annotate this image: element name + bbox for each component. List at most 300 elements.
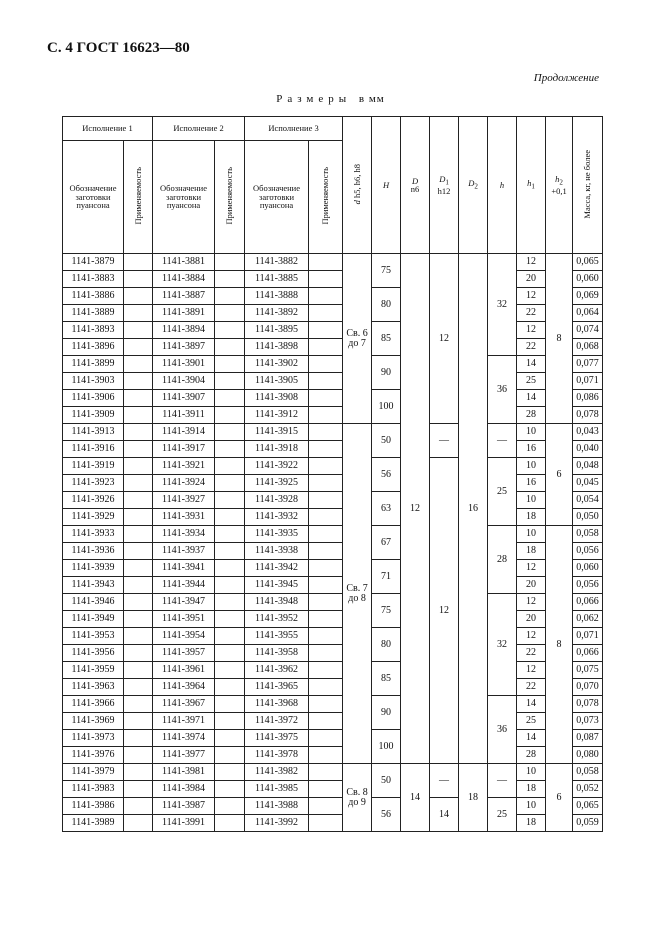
designation-cell-3: 1141-3965 bbox=[245, 679, 309, 696]
d-cell: Св. 8 до 9 bbox=[343, 764, 372, 832]
page-title: С. 4 ГОСТ 16623—80 bbox=[47, 40, 190, 56]
h1-cell: 22 bbox=[517, 305, 546, 322]
designation-cell-2: 1141-3934 bbox=[153, 526, 215, 543]
designation-cell-2: 1141-3951 bbox=[153, 611, 215, 628]
h1-cell: 28 bbox=[517, 747, 546, 764]
mass-cell: 0,064 bbox=[573, 305, 603, 322]
applicability-header-1: Применяемость bbox=[124, 141, 153, 254]
designation-cell-1: 1141-3959 bbox=[63, 662, 124, 679]
designation-cell-2: 1141-3941 bbox=[153, 560, 215, 577]
mass-cell: 0,080 bbox=[573, 747, 603, 764]
H-header: H bbox=[372, 117, 401, 254]
applicability-cell-2 bbox=[215, 764, 245, 781]
h-cell: 25 bbox=[488, 458, 517, 526]
designation-cell-2: 1141-3924 bbox=[153, 475, 215, 492]
mass-cell: 0,070 bbox=[573, 679, 603, 696]
h-cell: 36 bbox=[488, 356, 517, 424]
mass-cell: 0,066 bbox=[573, 594, 603, 611]
caption-unit: в мм bbox=[358, 93, 385, 105]
applicability-cell-1 bbox=[124, 662, 153, 679]
designation-cell-3: 1141-3928 bbox=[245, 492, 309, 509]
applicability-cell-2 bbox=[215, 441, 245, 458]
mass-cell: 0,065 bbox=[573, 254, 603, 271]
designation-cell-3: 1141-3975 bbox=[245, 730, 309, 747]
mass-cell: 0,069 bbox=[573, 288, 603, 305]
applicability-header-3: Применяемость bbox=[309, 141, 343, 254]
table-row bbox=[63, 730, 603, 747]
applicability-cell-2 bbox=[215, 458, 245, 475]
applicability-cell-2 bbox=[215, 373, 245, 390]
designation-cell-1: 1141-3956 bbox=[63, 645, 124, 662]
d-cell: Св. 7 до 8 bbox=[343, 424, 372, 764]
h2-header: $h_2$ +0,1 bbox=[546, 117, 573, 254]
H-cell: 80 bbox=[372, 288, 401, 322]
designation-cell-2: 1141-3891 bbox=[153, 305, 215, 322]
applicability-cell-1 bbox=[124, 288, 153, 305]
applicability-cell-3 bbox=[309, 322, 343, 339]
variant2-header: Исполнение 2 bbox=[153, 117, 245, 141]
table-row bbox=[63, 356, 603, 373]
applicability-cell-1 bbox=[124, 560, 153, 577]
applicability-cell-3 bbox=[309, 815, 343, 832]
table-caption bbox=[0, 93, 661, 105]
mass-cell: 0,074 bbox=[573, 322, 603, 339]
mass-cell: 0,068 bbox=[573, 339, 603, 356]
D2-cell: 18 bbox=[459, 764, 488, 832]
applicability-cell-3 bbox=[309, 645, 343, 662]
applicability-cell-1 bbox=[124, 628, 153, 645]
designation-cell-3: 1141-3888 bbox=[245, 288, 309, 305]
applicability-cell-3 bbox=[309, 594, 343, 611]
designation-cell-3: 1141-3962 bbox=[245, 662, 309, 679]
applicability-cell-3 bbox=[309, 526, 343, 543]
designation-cell-2: 1141-3981 bbox=[153, 764, 215, 781]
designation-cell-1: 1141-3889 bbox=[63, 305, 124, 322]
table-row bbox=[63, 288, 603, 305]
designation-cell-2: 1141-3964 bbox=[153, 679, 215, 696]
designation-cell-3: 1141-3918 bbox=[245, 441, 309, 458]
D-cell: 12 bbox=[401, 254, 430, 764]
designation-cell-3: 1141-3902 bbox=[245, 356, 309, 373]
applicability-cell-1 bbox=[124, 407, 153, 424]
applicability-cell-3 bbox=[309, 390, 343, 407]
h1-cell: 22 bbox=[517, 679, 546, 696]
designation-cell-1: 1141-3913 bbox=[63, 424, 124, 441]
h1-cell: 10 bbox=[517, 492, 546, 509]
applicability-cell-3 bbox=[309, 509, 343, 526]
table-row bbox=[63, 339, 603, 356]
table-row bbox=[63, 747, 603, 764]
applicability-cell-1 bbox=[124, 339, 153, 356]
designation-cell-2: 1141-3881 bbox=[153, 254, 215, 271]
designation-cell-3: 1141-3895 bbox=[245, 322, 309, 339]
h1-cell: 12 bbox=[517, 322, 546, 339]
designation-cell-2: 1141-3967 bbox=[153, 696, 215, 713]
designation-cell-1: 1141-3929 bbox=[63, 509, 124, 526]
table-row bbox=[63, 798, 603, 815]
designation-cell-3: 1141-3958 bbox=[245, 645, 309, 662]
D2-cell: 16 bbox=[459, 254, 488, 764]
applicability-cell-1 bbox=[124, 781, 153, 798]
applicability-cell-3 bbox=[309, 424, 343, 441]
designation-cell-3: 1141-3945 bbox=[245, 577, 309, 594]
applicability-cell-2 bbox=[215, 526, 245, 543]
applicability-cell-3 bbox=[309, 271, 343, 288]
applicability-cell-2 bbox=[215, 543, 245, 560]
table-row bbox=[63, 764, 603, 781]
designation-cell-3: 1141-3972 bbox=[245, 713, 309, 730]
applicability-cell-1 bbox=[124, 458, 153, 475]
h1-cell: 10 bbox=[517, 764, 546, 781]
applicability-cell-2 bbox=[215, 696, 245, 713]
h1-cell: 14 bbox=[517, 356, 546, 373]
h-cell: 32 bbox=[488, 254, 517, 356]
applicability-cell-2 bbox=[215, 390, 245, 407]
h1-cell: 14 bbox=[517, 730, 546, 747]
designation-cell-3: 1141-3942 bbox=[245, 560, 309, 577]
D1-cell: — bbox=[430, 764, 459, 798]
table-row bbox=[63, 390, 603, 407]
designation-header-1: Обозначение заготовки пуансона bbox=[63, 141, 124, 254]
H-cell: 56 bbox=[372, 458, 401, 492]
h1-cell: 22 bbox=[517, 339, 546, 356]
designation-cell-3: 1141-3932 bbox=[245, 509, 309, 526]
h1-cell: 12 bbox=[517, 288, 546, 305]
applicability-cell-1 bbox=[124, 713, 153, 730]
table-row bbox=[63, 628, 603, 645]
applicability-cell-3 bbox=[309, 713, 343, 730]
H-cell: 56 bbox=[372, 798, 401, 832]
table-row bbox=[63, 509, 603, 526]
applicability-cell-2 bbox=[215, 594, 245, 611]
applicability-cell-2 bbox=[215, 645, 245, 662]
table-row bbox=[63, 543, 603, 560]
designation-cell-3: 1141-3992 bbox=[245, 815, 309, 832]
applicability-cell-1 bbox=[124, 271, 153, 288]
designation-cell-3: 1141-3968 bbox=[245, 696, 309, 713]
variant1-header: Исполнение 1 bbox=[63, 117, 153, 141]
mass-cell: 0,066 bbox=[573, 645, 603, 662]
designation-cell-1: 1141-3963 bbox=[63, 679, 124, 696]
H-cell: 100 bbox=[372, 730, 401, 764]
applicability-cell-1 bbox=[124, 373, 153, 390]
applicability-cell-2 bbox=[215, 475, 245, 492]
applicability-cell-1 bbox=[124, 696, 153, 713]
h2-cell: 6 bbox=[546, 764, 573, 832]
designation-cell-3: 1141-3885 bbox=[245, 271, 309, 288]
table-row bbox=[63, 322, 603, 339]
h1-cell: 10 bbox=[517, 458, 546, 475]
mass-cell: 0,059 bbox=[573, 815, 603, 832]
applicability-cell-2 bbox=[215, 730, 245, 747]
applicability-cell-3 bbox=[309, 305, 343, 322]
designation-cell-2: 1141-3917 bbox=[153, 441, 215, 458]
designation-cell-3: 1141-3948 bbox=[245, 594, 309, 611]
designation-header-3: Обозначение заготовки пуансона bbox=[245, 141, 309, 254]
D1-cell: 14 bbox=[430, 798, 459, 832]
applicability-cell-2 bbox=[215, 271, 245, 288]
table-row bbox=[63, 696, 603, 713]
designation-cell-2: 1141-3927 bbox=[153, 492, 215, 509]
mass-cell: 0,086 bbox=[573, 390, 603, 407]
h-header: h bbox=[488, 117, 517, 254]
applicability-cell-1 bbox=[124, 509, 153, 526]
mass-cell: 0,078 bbox=[573, 696, 603, 713]
designation-cell-2: 1141-3914 bbox=[153, 424, 215, 441]
H-cell: 50 bbox=[372, 764, 401, 798]
h1-cell: 14 bbox=[517, 390, 546, 407]
designation-cell-1: 1141-3903 bbox=[63, 373, 124, 390]
designation-cell-2: 1141-3884 bbox=[153, 271, 215, 288]
designation-cell-2: 1141-3931 bbox=[153, 509, 215, 526]
designation-cell-3: 1141-3988 bbox=[245, 798, 309, 815]
h1-cell: 18 bbox=[517, 509, 546, 526]
table-row bbox=[63, 781, 603, 798]
H-cell: 75 bbox=[372, 594, 401, 628]
h-cell: 28 bbox=[488, 526, 517, 594]
designation-cell-1: 1141-3949 bbox=[63, 611, 124, 628]
applicability-cell-2 bbox=[215, 424, 245, 441]
applicability-cell-3 bbox=[309, 492, 343, 509]
applicability-cell-3 bbox=[309, 628, 343, 645]
D-header: D n6 bbox=[401, 117, 430, 254]
h1-cell: 12 bbox=[517, 628, 546, 645]
designation-cell-1: 1141-3953 bbox=[63, 628, 124, 645]
applicability-cell-1 bbox=[124, 492, 153, 509]
designation-cell-1: 1141-3886 bbox=[63, 288, 124, 305]
designation-cell-1: 1141-3896 bbox=[63, 339, 124, 356]
designation-cell-1: 1141-3979 bbox=[63, 764, 124, 781]
designation-cell-1: 1141-3936 bbox=[63, 543, 124, 560]
H-cell: 50 bbox=[372, 424, 401, 458]
applicability-cell-2 bbox=[215, 305, 245, 322]
designation-cell-1: 1141-3893 bbox=[63, 322, 124, 339]
applicability-cell-1 bbox=[124, 577, 153, 594]
mass-cell: 0,052 bbox=[573, 781, 603, 798]
h-cell: 32 bbox=[488, 594, 517, 696]
applicability-cell-3 bbox=[309, 798, 343, 815]
applicability-cell-1 bbox=[124, 475, 153, 492]
applicability-cell-1 bbox=[124, 764, 153, 781]
designation-cell-3: 1141-3938 bbox=[245, 543, 309, 560]
h1-cell: 28 bbox=[517, 407, 546, 424]
h1-cell: 25 bbox=[517, 713, 546, 730]
h1-header: $h_1$ bbox=[517, 117, 546, 254]
h1-cell: 20 bbox=[517, 577, 546, 594]
designation-cell-1: 1141-3986 bbox=[63, 798, 124, 815]
H-cell: 85 bbox=[372, 322, 401, 356]
applicability-cell-1 bbox=[124, 798, 153, 815]
mass-cell: 0,071 bbox=[573, 628, 603, 645]
table-row bbox=[63, 305, 603, 322]
D1-cell: 12 bbox=[430, 254, 459, 424]
applicability-cell-3 bbox=[309, 254, 343, 271]
mass-cell: 0,073 bbox=[573, 713, 603, 730]
applicability-cell-1 bbox=[124, 356, 153, 373]
applicability-cell-3 bbox=[309, 747, 343, 764]
h1-cell: 14 bbox=[517, 696, 546, 713]
designation-cell-2: 1141-3911 bbox=[153, 407, 215, 424]
designation-cell-3: 1141-3952 bbox=[245, 611, 309, 628]
applicability-cell-2 bbox=[215, 560, 245, 577]
table-row bbox=[63, 492, 603, 509]
applicability-cell-1 bbox=[124, 747, 153, 764]
designation-cell-3: 1141-3922 bbox=[245, 458, 309, 475]
designation-cell-1: 1141-3926 bbox=[63, 492, 124, 509]
applicability-header-2: Применяемость bbox=[215, 141, 245, 254]
table-row bbox=[63, 679, 603, 696]
designation-cell-2: 1141-3987 bbox=[153, 798, 215, 815]
table-row bbox=[63, 254, 603, 271]
designation-cell-3: 1141-3985 bbox=[245, 781, 309, 798]
designation-cell-2: 1141-3977 bbox=[153, 747, 215, 764]
designation-cell-2: 1141-3957 bbox=[153, 645, 215, 662]
designation-cell-2: 1141-3991 bbox=[153, 815, 215, 832]
applicability-cell-1 bbox=[124, 730, 153, 747]
H-cell: 75 bbox=[372, 254, 401, 288]
mass-cell: 0,078 bbox=[573, 407, 603, 424]
h1-cell: 16 bbox=[517, 441, 546, 458]
applicability-cell-3 bbox=[309, 441, 343, 458]
h-cell: — bbox=[488, 764, 517, 798]
mass-cell: 0,060 bbox=[573, 271, 603, 288]
mass-cell: 0,065 bbox=[573, 798, 603, 815]
applicability-cell-2 bbox=[215, 781, 245, 798]
h-cell: 36 bbox=[488, 696, 517, 764]
designation-cell-2: 1141-3937 bbox=[153, 543, 215, 560]
designation-cell-3: 1141-3912 bbox=[245, 407, 309, 424]
designation-cell-1: 1141-3946 bbox=[63, 594, 124, 611]
H-cell: 85 bbox=[372, 662, 401, 696]
applicability-cell-3 bbox=[309, 373, 343, 390]
designation-cell-2: 1141-3894 bbox=[153, 322, 215, 339]
h1-cell: 12 bbox=[517, 594, 546, 611]
applicability-cell-2 bbox=[215, 492, 245, 509]
h1-cell: 10 bbox=[517, 424, 546, 441]
designation-cell-3: 1141-3925 bbox=[245, 475, 309, 492]
table-row bbox=[63, 373, 603, 390]
designation-cell-1: 1141-3989 bbox=[63, 815, 124, 832]
designation-cell-2: 1141-3954 bbox=[153, 628, 215, 645]
H-cell: 100 bbox=[372, 390, 401, 424]
applicability-cell-1 bbox=[124, 645, 153, 662]
D2-header: $D_2$ bbox=[459, 117, 488, 254]
applicability-cell-3 bbox=[309, 543, 343, 560]
d-cell: Св. 6 до 7 bbox=[343, 254, 372, 424]
designation-cell-3: 1141-3915 bbox=[245, 424, 309, 441]
h-cell: 25 bbox=[488, 798, 517, 832]
applicability-cell-3 bbox=[309, 356, 343, 373]
mass-cell: 0,058 bbox=[573, 526, 603, 543]
table-row bbox=[63, 526, 603, 543]
h1-cell: 20 bbox=[517, 611, 546, 628]
designation-cell-1: 1141-3906 bbox=[63, 390, 124, 407]
designation-cell-1: 1141-3909 bbox=[63, 407, 124, 424]
designation-cell-2: 1141-3971 bbox=[153, 713, 215, 730]
h1-cell: 12 bbox=[517, 662, 546, 679]
applicability-cell-2 bbox=[215, 509, 245, 526]
applicability-cell-2 bbox=[215, 254, 245, 271]
designation-cell-3: 1141-3982 bbox=[245, 764, 309, 781]
H-cell: 67 bbox=[372, 526, 401, 560]
mass-cell: 0,056 bbox=[573, 543, 603, 560]
applicability-cell-2 bbox=[215, 322, 245, 339]
designation-cell-2: 1141-3944 bbox=[153, 577, 215, 594]
table-row bbox=[63, 475, 603, 492]
mass-cell: 0,048 bbox=[573, 458, 603, 475]
mass-cell: 0,075 bbox=[573, 662, 603, 679]
caption-text: Размеры bbox=[276, 93, 352, 105]
mass-cell: 0,062 bbox=[573, 611, 603, 628]
applicability-cell-2 bbox=[215, 747, 245, 764]
mass-cell: 0,060 bbox=[573, 560, 603, 577]
designation-cell-2: 1141-3974 bbox=[153, 730, 215, 747]
mass-cell: 0,040 bbox=[573, 441, 603, 458]
designation-cell-2: 1141-3907 bbox=[153, 390, 215, 407]
h1-cell: 18 bbox=[517, 815, 546, 832]
table-row bbox=[63, 407, 603, 424]
h1-cell: 10 bbox=[517, 526, 546, 543]
designation-cell-3: 1141-3935 bbox=[245, 526, 309, 543]
table-row bbox=[63, 441, 603, 458]
applicability-cell-3 bbox=[309, 679, 343, 696]
applicability-cell-3 bbox=[309, 458, 343, 475]
applicability-cell-3 bbox=[309, 662, 343, 679]
h-cell: — bbox=[488, 424, 517, 458]
applicability-cell-1 bbox=[124, 611, 153, 628]
table-row bbox=[63, 458, 603, 475]
mass-cell: 0,050 bbox=[573, 509, 603, 526]
designation-cell-3: 1141-3898 bbox=[245, 339, 309, 356]
h1-cell: 20 bbox=[517, 271, 546, 288]
designation-header-2: Обозначение заготовки пуансона bbox=[153, 141, 215, 254]
applicability-cell-1 bbox=[124, 679, 153, 696]
applicability-cell-3 bbox=[309, 577, 343, 594]
designation-cell-1: 1141-3883 bbox=[63, 271, 124, 288]
table-row bbox=[63, 560, 603, 577]
applicability-cell-2 bbox=[215, 798, 245, 815]
applicability-cell-2 bbox=[215, 611, 245, 628]
table-row bbox=[63, 424, 603, 441]
mass-cell: 0,056 bbox=[573, 577, 603, 594]
table-row bbox=[63, 271, 603, 288]
h1-cell: 25 bbox=[517, 373, 546, 390]
D1-cell: 12 bbox=[430, 458, 459, 764]
designation-cell-1: 1141-3966 bbox=[63, 696, 124, 713]
applicability-cell-3 bbox=[309, 407, 343, 424]
designation-cell-1: 1141-3943 bbox=[63, 577, 124, 594]
applicability-cell-1 bbox=[124, 322, 153, 339]
designation-cell-1: 1141-3933 bbox=[63, 526, 124, 543]
designation-cell-1: 1141-3969 bbox=[63, 713, 124, 730]
applicability-cell-2 bbox=[215, 713, 245, 730]
h2-cell: 8 bbox=[546, 526, 573, 764]
applicability-cell-3 bbox=[309, 730, 343, 747]
designation-cell-1: 1141-3976 bbox=[63, 747, 124, 764]
designation-cell-3: 1141-3908 bbox=[245, 390, 309, 407]
applicability-cell-1 bbox=[124, 441, 153, 458]
designation-cell-1: 1141-3983 bbox=[63, 781, 124, 798]
applicability-cell-2 bbox=[215, 288, 245, 305]
designation-cell-3: 1141-3978 bbox=[245, 747, 309, 764]
mass-cell: 0,043 bbox=[573, 424, 603, 441]
applicability-cell-3 bbox=[309, 560, 343, 577]
designation-cell-3: 1141-3892 bbox=[245, 305, 309, 322]
H-cell: 63 bbox=[372, 492, 401, 526]
applicability-cell-2 bbox=[215, 662, 245, 679]
D1-header: $D_1$ h12 bbox=[430, 117, 459, 254]
mass-cell: 0,087 bbox=[573, 730, 603, 747]
